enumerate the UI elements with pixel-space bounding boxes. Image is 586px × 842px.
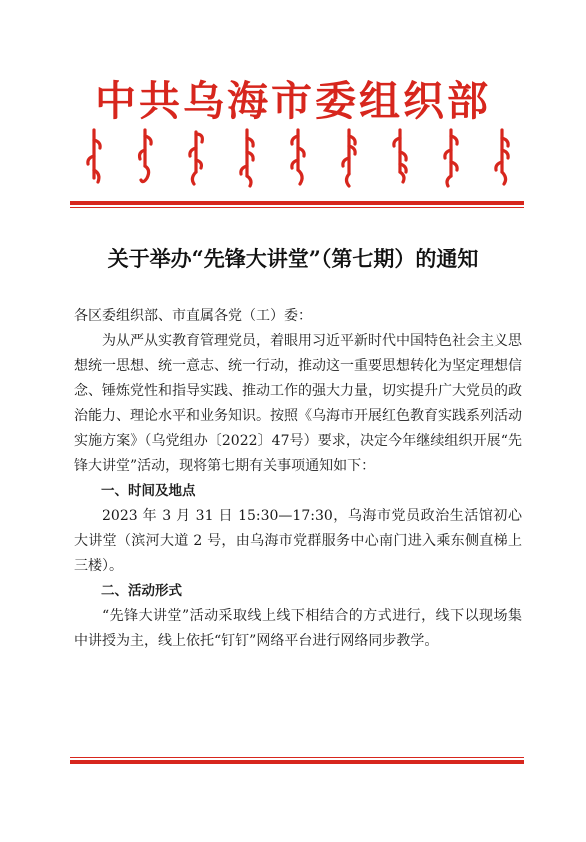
section-text-format: “先锋大讲堂”活动采取线上线下相结合的方式进行，线下以现场集中讲授为主，线上依托“钉钉”网络平台进行网络同步教学。: [74, 608, 522, 649]
salutation: 各区委组织部、市直属各党（工）委：: [74, 308, 312, 324]
section-text-time-place: 2023 年 3 月 31 日 15:30—17:30，乌海市党员政治生活馆初心大讲堂（滨河大道 2 号，由乌海市党群服务中心南门进入乘东侧直梯上三楼）。: [74, 508, 522, 574]
footer-rule-thin: [70, 757, 524, 758]
footer-rule-thick: [70, 760, 524, 764]
notice-title: 关于举办“先锋大讲堂”（第七期）的通知: [107, 246, 479, 271]
section-heading-format: 二、活动形式: [101, 583, 182, 599]
org-name-header: 中共乌海市委组织部: [95, 77, 491, 125]
mongolian-script-logo: [84, 126, 512, 192]
section-heading-time-place: 一、时间及地点: [101, 483, 196, 499]
header-rule-thin: [70, 207, 524, 208]
notice-body: [74, 304, 522, 654]
intro-paragraph: 为从严从实教育管理党员，着眼用习近平新时代中国特色社会主义思想统一思想、统一意志、统一行动，推动这一重要思想转化为坚定理想信念、锤炼党性和指导实践、推动工作的强大力量，切实提升广大党员的政治能力、理论水平和业务知识。按照《乌海市开展红色教育实践系列活动实施方案》（乌党组办〔2022〕47号）要求，决定今年继续组织开展“先锋大讲堂”活动，现将第七期有关事项通知如下：: [74, 333, 522, 474]
header-rule-thick: [70, 201, 524, 205]
